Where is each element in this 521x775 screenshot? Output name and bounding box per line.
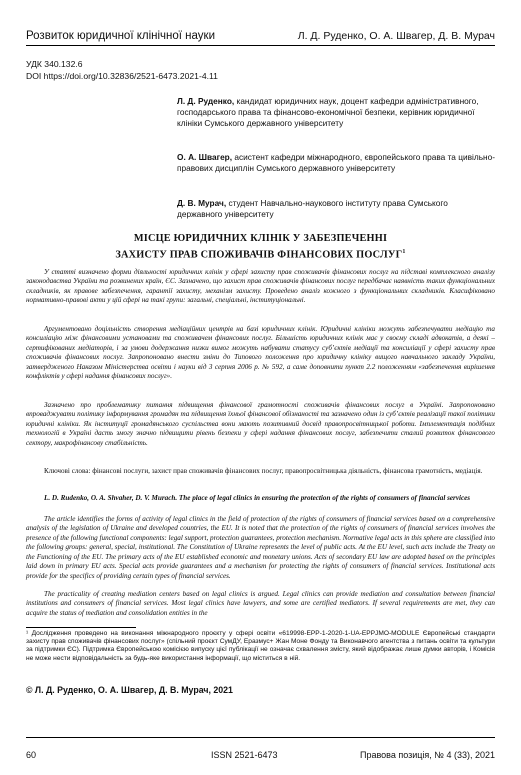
author-2 (177, 152, 495, 174)
udc-code: УДК 340.132.6 (26, 59, 83, 69)
title-line-1: МІСЦЕ ЮРИДИЧНИХ КЛІНІК У ЗАБЕЗПЕЧЕННІ (133, 233, 388, 244)
header-rule (26, 45, 495, 46)
abstract-ua-p2: Аргументовано доцільність створення медіаційних центрів на базі юридичних клінік. Юридичні клініки можуть забезпечувати медіацію та консиліацію між фінансовими установами та споживачем фінансових послуг. Більшість юридичних клінік має у своєму складі адвокатів, а деякі – сертифікованих медіаторів, і за умови додержання низки вимог можуть набувати статусу суб’єктів медіації та консиліації у сфері захисту прав споживачів фінансових послуг. Запропоновано внести зміни до Типового положення про юридичну клініку вищого навчального закладу України, затвердженого Наказом Міністерства освіти і науки від 3 серпня 2006 р. № 592, а саме доповнити пункт 2.2 положенням «забезпечення вирішення конфліктів у сфері надання фінансових послуг». (26, 325, 495, 381)
author-1-name: Л. Д. Руденко, (177, 96, 235, 106)
footer-journal: Правова позиція, № 4 (33), 2021 (360, 750, 495, 760)
copyright: © Л. Д. Руденко, О. А. Швагер, Д. В. Мурач, 2021 (26, 685, 233, 695)
running-header (26, 18, 495, 42)
footnote-rule (26, 627, 136, 628)
abstract-en-p1: The article identifies the forms of activity of legal clinics in the field of protection of the rights of consumers of financial services based on a comprehensive analysis of the legislation of Ukraine and developed countries, the EU. It is noted that the protection of the rights of consumers of financial services involves the presence of the following functional components: legal support, protection guarantees, protection mechanism. Normative legal acts in this sphere are classified into the following groups: general, special, institutional. The Constitution of Ukraine represents the level of public acts. At the EU level, such acts include the Treaty on the Functioning of the EU. The primary acts of the EU established economic and monetary unions. Acts of secondary EU law are adopted based on the principles laid down in primary EU acts. Special acts provide guarantees and a mechanism for protecting the rights of consumers of financial services. Institutional acts provide for the specifics of providing certain types of financial services. (26, 515, 495, 580)
author-3-desc: студент Навчально-наукового інституту права Сумського державного університету (177, 198, 448, 219)
author-3 (177, 198, 495, 220)
abstract-en-heading: L. D. Rudenko, O. A. Shvaher, D. V. Murach. The place of legal clinics in ensuring the protection of the rights of consumers of financial services (44, 494, 471, 502)
keywords-ua: Ключові слова: фінансові послуги, захист прав споживачів фінансових послуг, правопросвітницька діяльність, фінансова грамотність, медіація. (44, 467, 483, 475)
footnote: ¹ Дослідження проведено на виконання міжнародного проєкту у сфері освіти «619998-EPP-1-2020-1-UA-EPPJMO-MODULE Європейські стандарти захисту прав споживачів фінансових послуг» (спільний проєкт СумДУ, Еразмус+ Жан Моне Фонду та Виконавчого агентства з питань освіти та культури за підтримки ЄС). Підтримка Європейською комісією випуску цієї публікації не означає схвалення змісту, який відображає лише думки авторів, і Комісія не може нести відповідальність за будь-яке використання інформації, що міститься в ній. (26, 630, 495, 662)
page-number: 60 (26, 750, 37, 760)
article-title (26, 233, 495, 261)
issn: ISSN 2521-6473 (211, 750, 278, 760)
header-authors: Л. Д. Руденко, О. А. Швагер, Д. В. Мурач (297, 30, 495, 42)
abstract-ua-p1: У статті визначено форми діяльності юридичних клінік у сфері захисту прав споживачів фінансових послуг на підставі комплексного аналізу законодавства України та розвинених країн, ЄС. Зазначено, що захист прав споживачів фінансових послуг передбачає наявність таких функціональних складників, як правове забезпечення, гарантії захисту, механізм захисту. Проведено аналіз кожного з функціональних складників. Класифіковано нормативно-правові акти у цій сфері на такі групи: загальні, спеціальні, інституціональні. (26, 268, 495, 305)
author-2-desc: асистент кафедри міжнародного, європейського права та цивільно-правових дисциплін Сумського державного університету (177, 152, 495, 173)
abstract-en-p2: The practicality of creating mediation centers based on legal clinics is argued. Legal clinics can provide mediation and consultation between financial institutions and consumers of financial services. Most legal clinics have lawyers, and some are certified mediators. If several requirements are met, they can acquire the status of mediation and consolidation entities in the (26, 590, 495, 617)
title-line-2 (26, 246, 495, 262)
title-footnote-mark: 1 (402, 248, 406, 255)
abstract-ua-p3: Зазначено про проблематику питання підвищення фінансової грамотності споживачів фінансових послуг в Україні. Запропоновано впроваджувати політику інформування громадян та підвищення їхньої фінансової обізнаності та зазначено один із суб’єктів реалізації такої політики юридичні клініки. Як інституції громадянського суспільства вони мають позитивний досвід правопросвітницької роботи. Імплементація подібних технологій в Україні дасть змогу значно підвищити рівень безпеки у сфері надання фінансових послуг, забезпечити сталий розвиток фінансового сектору, макрофінансову стабільність. (26, 401, 495, 447)
author-2-name: О. А. Швагер, (177, 152, 233, 162)
footer-rule (26, 737, 495, 738)
author-1-desc: кандидат юридичних наук, доцент кафедри адміністративного, господарського права та фінансово-економічної безпеки, керівник юридичної клініки Сумського державного університету (177, 96, 479, 128)
doi-link[interactable]: DOI https://doi.org/10.32836/2521-6473.2021-4.11 (26, 71, 218, 81)
author-3-name: Д. В. Мурач, (177, 198, 227, 208)
author-1 (177, 96, 495, 129)
page-footer (26, 750, 495, 760)
title-line-2-text: ЗАХИСТУ ПРАВ СПОЖИВАЧІВ ФІНАНСОВИХ ПОСЛУГ (115, 248, 403, 260)
journal-section-title: Розвиток юридичної клінічної науки (26, 30, 215, 42)
